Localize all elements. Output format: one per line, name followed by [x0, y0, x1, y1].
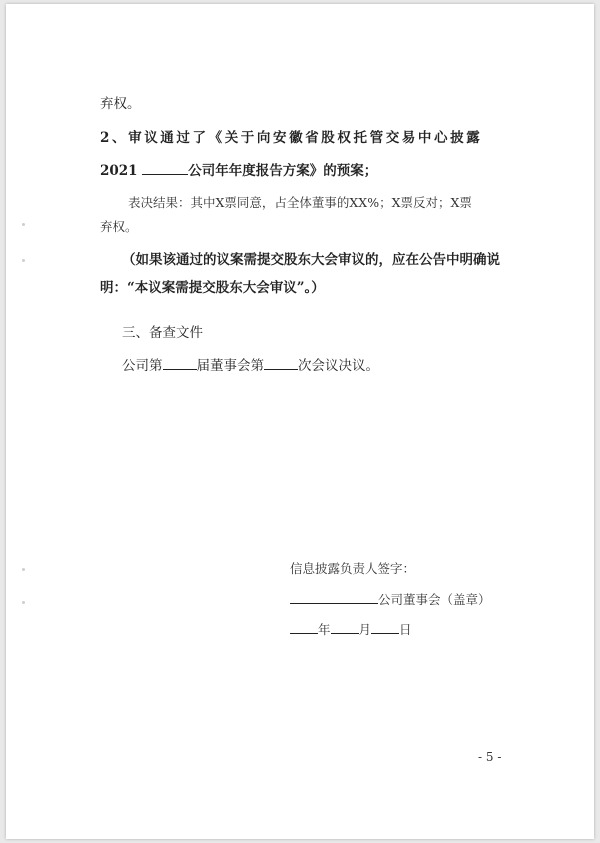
date-line: [290, 621, 412, 639]
signer-label: 信息披露负责人签字：: [290, 561, 416, 576]
month-field-blank: [331, 621, 359, 634]
board-seal-line: [290, 591, 491, 609]
item-2-title-part-1: 审议通过了《关于向安徽省股权托管交易中心披露: [128, 130, 483, 146]
page-number: - 5 -: [478, 750, 502, 764]
section-3-title: [122, 324, 203, 342]
scan-mark: [22, 259, 25, 262]
item-2-line-2: [100, 162, 377, 180]
vote-abstain-line-1: [100, 95, 141, 113]
section-3-heading: 三、备查文件: [122, 325, 203, 341]
item-2-number: 2、: [100, 130, 129, 146]
company-name-blank: [290, 591, 378, 604]
board-seal-text: 公司董事会（盖章）: [378, 592, 491, 607]
month-label: 月: [358, 622, 372, 637]
ref-text-3: 次会议决议。: [298, 358, 379, 374]
day-label: 日: [399, 622, 412, 637]
scan-mark: [22, 223, 25, 226]
day-field-blank: [371, 621, 399, 634]
year-blank: [142, 162, 188, 175]
signer-line: [290, 560, 415, 578]
session-blank: [163, 357, 197, 370]
ref-text-1: 公司第: [122, 358, 163, 374]
ref-text-2: 届董事会第: [196, 358, 264, 374]
vote-abstain-line-2: [100, 218, 138, 236]
document-page: [6, 4, 594, 839]
year-label: 年: [318, 622, 331, 637]
vote-result-text: 表决结果：其中X票同意，占全体董事的XX%；X票反对；X票: [128, 195, 472, 210]
report-year: 2021: [100, 163, 138, 179]
abstain-text: 弃权。: [100, 96, 141, 112]
abstain-text-2: 弃权。: [100, 219, 138, 234]
note-text-1: （如果该通过的议案需提交股东大会审议的，应在公告中明确说: [122, 252, 500, 268]
item-2-title-tail: 的预案；: [323, 163, 378, 179]
year-field-blank: [290, 621, 318, 634]
scan-mark: [22, 568, 25, 571]
meeting-blank: [264, 357, 298, 370]
note-line-1: [122, 251, 500, 269]
vote-result-line: [128, 194, 472, 212]
reference-file-line: [122, 357, 379, 375]
item-2-title-part-2: 公司年年度报告方案》: [188, 163, 324, 179]
note-text-2: 明：“本议案需提交股东大会审议”。）: [100, 280, 325, 296]
item-2-line-1: [100, 129, 482, 147]
note-line-2: [100, 279, 325, 297]
scan-mark: [22, 601, 25, 604]
